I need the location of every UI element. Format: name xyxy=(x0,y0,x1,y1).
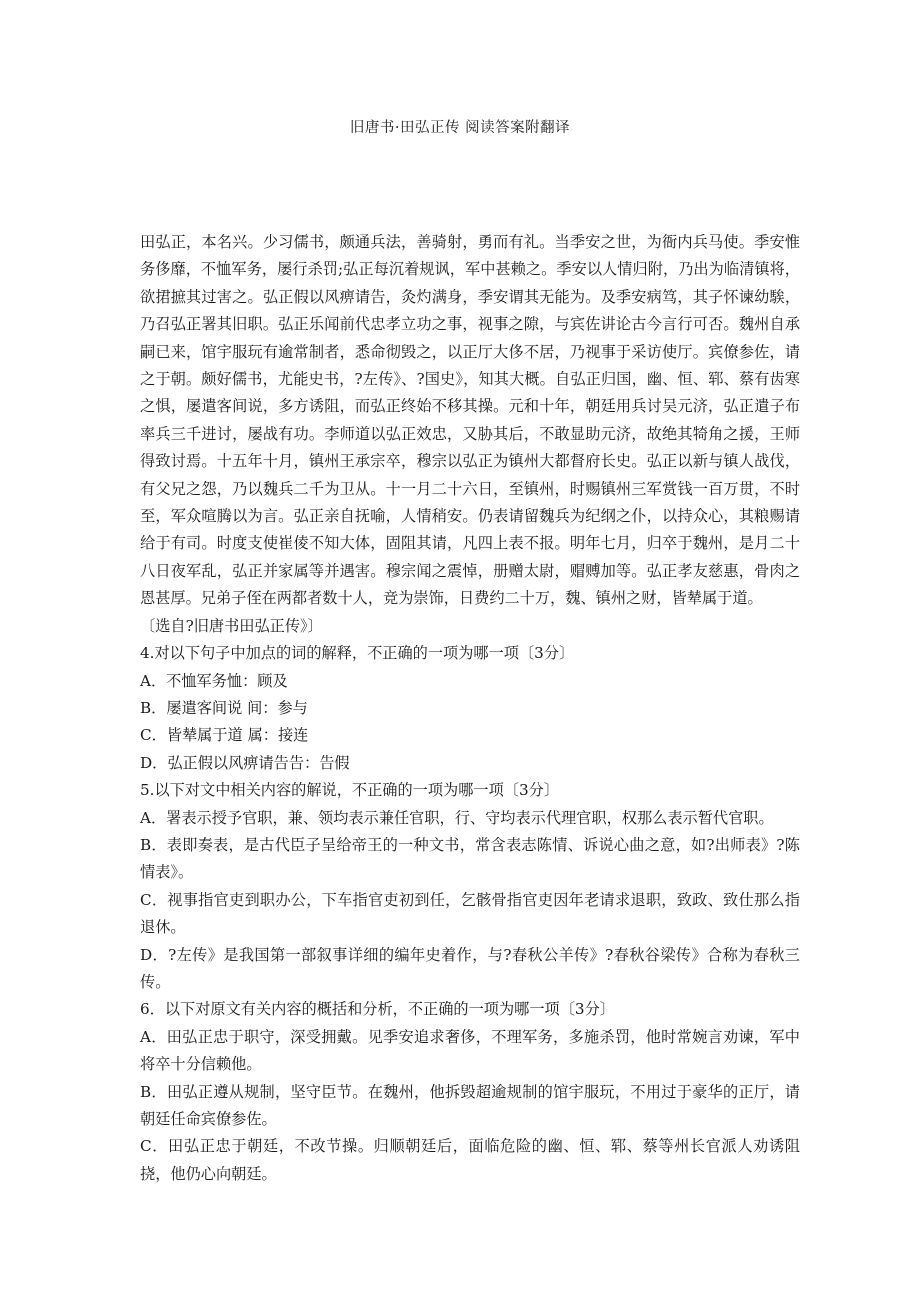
question-5-option-d: D．?左传》是我国第一部叙事详细的编年史着作，与?春秋公羊传》?春秋谷梁传》合称为春秋三传。 xyxy=(140,945,800,991)
question-6-option-a: A．田弘正忠于职守，深受拥戴。见季安追求奢侈，不理军务，多施杀罚，他时常婉言劝谏，军中将卒十分信赖他。 xyxy=(140,1027,800,1074)
question-6-stem: 6．以下对原文有关内容的概括和分析，不正确的一项为哪一项〔3分〕 xyxy=(140,1000,615,1019)
question-4-option-c: C．皆辇属于道 属：接连 xyxy=(140,726,309,745)
source-note: 〔选自?旧唐书田弘正传》〕 xyxy=(140,616,323,635)
question-5-option-c: C．视事指官吏到职办公，下车指官吏初到任，乞骸骨指官吏因年老请求退职，致政、致仕那么指退休。 xyxy=(140,890,800,937)
question-6-option-c: C．田弘正忠于朝廷，不改节操。归顺朝廷后，面临危险的幽、恒、郓、蔡等州长官派人劝诱阻挠，他仍心向朝廷。 xyxy=(140,1137,800,1183)
document-title: 旧唐书·田弘正传 阅读答案附翻译 xyxy=(349,120,571,136)
question-6-option-b: B．田弘正遵从规制，坚守臣节。在魏州，他拆毁超逾规制的馆宇服玩，不用过于豪华的正厅，请朝廷任命宾僚参佐。 xyxy=(140,1082,800,1128)
question-4-option-d: D．弘正假以风痹请告告：告假 xyxy=(140,753,350,772)
question-4-option-b: B．屡遣客间说 间：参与 xyxy=(140,698,308,717)
question-5-stem: 5.以下对文中相关内容的解说，不正确的一项为哪一项〔3分〕 xyxy=(140,781,560,800)
question-4-option-a: A．不恤军务恤：顾及 xyxy=(140,671,288,690)
passage-text: 田弘正，本名兴。少习儒书，颇通兵法，善骑射，勇而有礼。当季安之世，为衙内兵马使。季安惟务侈靡，不恤军务，屡行杀罚;弘正每沉着规讽，军中甚赖之。季安以人情归附，乃出为临清镇将，欲捃摭其过害之。弘正假以风痹请告，灸灼满身，季安谓其无能为。及季安病笃，其子怀谏幼騃，乃召弘正署其旧职。弘正乐闻前代忠孝立功之事，视事之隙，与宾佐讲论古今言行可否。魏州自承嗣已来，馆宇服玩有逾常制者，悉命彻毁之，以正厅大侈不居，乃视事于采访使厅。宾僚参佐，请之于朝。颇好儒书，尤能史书，?左传》、?国史》，知其大概。自弘正归国，幽、恒、郓、蔡有齿寒之惧，屡遣客间说，多方诱阻，而弘正终始不移其操。元和十年，朝廷用兵讨吴元济，弘正遣子布率兵三千进讨，屡战有功。李师道以弘正效忠，又胁其后，不敢显助元济，故绝其犄角之援，王师得致讨焉。十五年十月，镇州王承宗卒，穆宗以弘正为镇州大都督府长史。弘正以新与镇人战伐，有父兄之怨，乃以魏兵二千为卫从。十一月二十六日，至镇州，时赐镇州三军赏钱一百万贯，不时至，军众喧腾以为言。弘正亲自抚喻，人情稍安。仍表请留魏兵为纪纲之仆，以持众心，其粮赐请给于有司。时度支使崔倰不知大体，固阻其请，凡四上表不报。明年七月，归卒于魏州，是月二十八日夜军乱，弘正并家属等并遇害。穆宗闻之震悼，册赠太尉，赗赙加等。弘正孝友慈惠，骨肉之恩甚厚。兄弟子侄在两都者数十人，竞为崇饰，日费约二十万，魏、镇州之财，皆辇属于道。 xyxy=(140,233,800,608)
question-4-stem: 4.对以下句子中加点的词的解释，不正确的一项为哪一项〔3分〕 xyxy=(140,644,575,663)
question-5-option-b: B．表即奏表，是古代臣子呈给帝王的一种文书，常含表志陈情、诉说心曲之意，如?出师表》?陈情表》。 xyxy=(140,835,800,882)
question-5-option-a: A．署表示授予官职，兼、领均表示兼任官职，行、守均表示代理官职，权那么表示暂代官职。 xyxy=(140,808,774,827)
document-body xyxy=(140,229,800,1188)
